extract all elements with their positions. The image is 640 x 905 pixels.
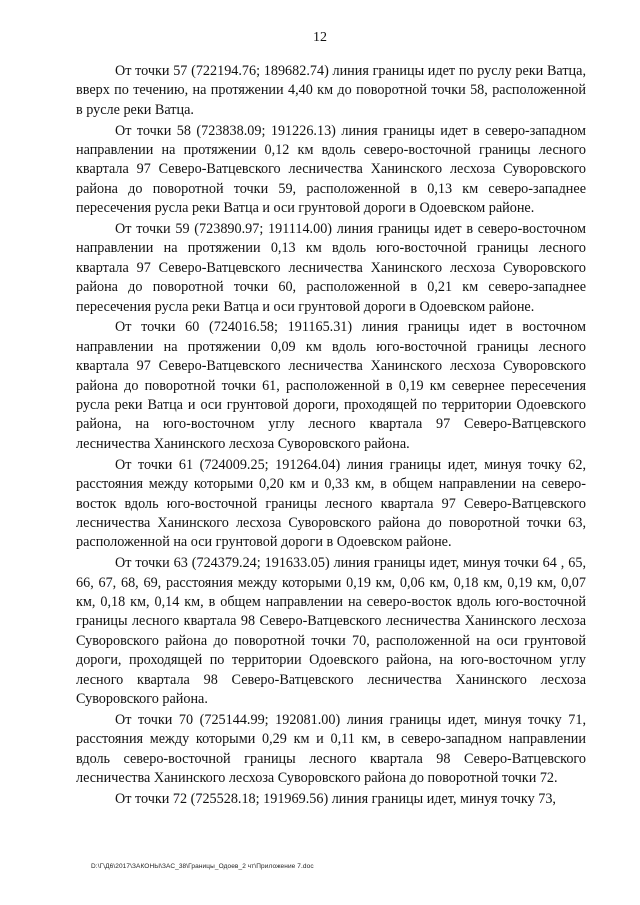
paragraph: От точки 58 (723838.09; 191226.13) линия границы идет в северо-западном направлении на протяжении 0,12 км вдоль северо-восточной границы лесного квартала 97 Северо-Ватцевского лесничества Ханинского лесхоза Суворовского района до поворотной точки 59, расположенной в 0,13 км северо-западнее пересечения русла реки Ватца и оси грунтовой дороги в Одоевском районе.: [76, 122, 586, 217]
paragraph: От точки 59 (723890.97; 191114.00) линия границы идет в северо-восточном направлении на протяжении 0,13 км вдоль юго-восточной границы лесного квартала 97 Северо-Ватцевского лесничества Ханинского лесхоза Суворовского района до поворотной точки 60, расположенной в 0,21 км северо-западнее пересечения русла реки Ватца и оси грунтовой дороги в Одоевском районе.: [76, 221, 586, 315]
paragraph: От точки 57 (722194.76; 189682.74) линия границы идет по руслу реки Ватца, вверх по течению, на протяжении 4,40 км до поворотной точки 58, расположенной в русле реки Ватца.: [76, 63, 586, 118]
document-body: [76, 62, 586, 811]
file-path-footer: D:\Г\Д6\2017\ЗАКОНЫ\ЗАС_38\Границы_Одоев_2 чт\Приложение 7.doc: [91, 863, 314, 870]
paragraph: От точки 72 (725528.18; 191969.56) линия границы идет, минуя точку 73,: [115, 790, 556, 807]
paragraph: От точки 63 (724379.24; 191633.05) линия границы идет, минуя точки 64 , 65, 66, 67, 68, 69, расстояния между которыми 0,19 км, 0,06 км, 0,18 км, 0,19 км, 0,07 км, 0,18 км, 0,14 км, в общем направлении на северо-восток вдоль юго-восточной границы лесного квартала 98 Северо-Ватцевского лесничества Ханинского лесхоза Суворовского района до поворотной точки 70, расположенной на оси грунтовой дороги, проходящей по территории Одоевского района, на юго-восточном углу лесного квартала 98 Северо-Ватцевского лесничества Ханинского лесхоза Суворовского района.: [76, 555, 586, 707]
paragraph: От точки 70 (725144.99; 192081.00) линия границы идет, минуя точку 71, расстояния между которыми 0,29 км и 0,11 км, в северо-западном направлении вдоль северо-восточной границы лесного квартала 98 Северо-Ватцевского лесничества Ханинского лесхоза Суворовского района до поворотной точки 72.: [76, 711, 586, 786]
page-number: 12: [313, 30, 327, 45]
paragraph: От точки 60 (724016.58; 191165.31) линия границы идет в восточном направлении на протяжении 0,09 км вдоль юго-восточной границы лесного квартала 97 Северо-Ватцевского лесничества Ханинского лесхоза Суворовского района до поворотной точки 61, расположенной в 0,19 км севернее пересечения русла реки Ватца и оси грунтовой дороги, проходящей по территории Одоевского района, на юго-восточном углу лесного квартала 97 Северо-Ватцевского лесничества Ханинского лесхоза Суворовского района.: [76, 319, 586, 452]
paragraph: От точки 61 (724009.25; 191264.04) линия границы идет, минуя точку 62, расстояния между которыми 0,20 км и 0,33 км, в общем направлении на северо-восток вдоль юго-восточной границы лесного квартала 97 Северо-Ватцевского лесничества Ханинского лесхоза Суворовского района до поворотной точки 63, расположенной на оси грунтовой дороги в Одоевском районе.: [76, 456, 586, 551]
